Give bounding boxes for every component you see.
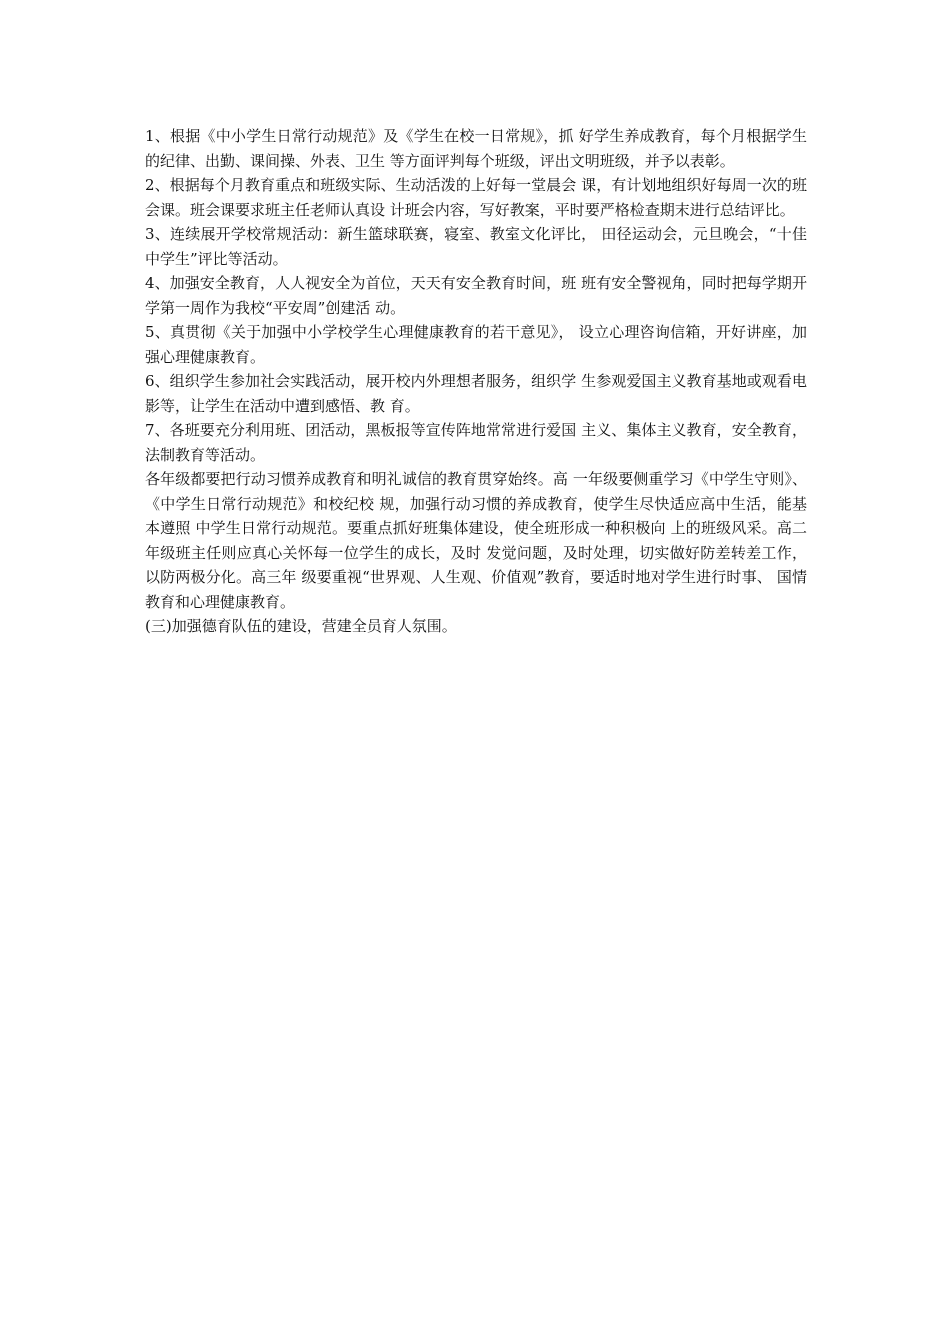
section-heading-3: (三)加强德育队伍的建设，营建全员育人氛围。 (145, 617, 457, 635)
paragraph-1: 1、根据《中小学生日常行动规范》及《学生在校一日常规》，抓 好学生养成教育，每个月根据学生的纪律、出勤、课间操、外表、卫生 等方面评判每个班级，评出文明班级，并予以表彰。 (145, 127, 807, 170)
paragraph-5: 5、真贯彻《关于加强中小学校学生心理健康教育的若干意见》， 设立心理咨询信箱，开好讲座，加强心理健康教育。 (145, 323, 807, 366)
paragraph-2: 2、根据每个月教育重点和班级实际、生动活泼的上好每一堂晨会 课，有计划地组织好每周一次的班会课。班会课要求班主任老师认真设 计班会内容，写好教案，平时要严格检查期末进行总结评比。 (145, 176, 807, 219)
paragraph-grade-levels: 各年级都要把行动习惯养成教育和明礼诚信的教育贯穿始终。高 一年级要侧重学习《中学生守则》、《中学生日常行动规范》和校纪校 规，加强行动习惯的养成教育，使学生尽快适应高中生活，能基本遵照 中学生日常行动规范。要重点抓好班集体建设，使全班形成一种积极向 上的班级风采。高二年级班主任则应真心关怀每一位学生的成长，及时 发觉问题，及时处理，切实做好防差转差工作，以防两极分化。高三年 级要重视“世界观、人生观、价值观”教育，要适时地对学生进行时事、 国情教育和心理健康教育。 (145, 470, 807, 611)
paragraph-4: 4、加强安全教育，人人视安全为首位，天天有安全教育时间，班 班有安全警视角，同时把每学期开学第一周作为我校“平安周”创建活 动。 (145, 274, 807, 317)
paragraph-6: 6、组织学生参加社会实践活动，展开校内外理想者服务，组织学 生参观爱国主义教育基地或观看电影等，让学生在活动中遭到感悟、教 育。 (145, 372, 807, 415)
paragraph-3: 3、连续展开学校常规活动：新生篮球联赛，寝室、教室文化评比， 田径运动会，元旦晚会，“十佳中学生”评比等活动。 (145, 225, 807, 268)
paragraph-7: 7、各班要充分利用班、团活动，黑板报等宣传阵地常常进行爱国 主义、集体主义教育，安全教育，法制教育等活动。 (145, 421, 807, 464)
document-body (145, 124, 807, 639)
